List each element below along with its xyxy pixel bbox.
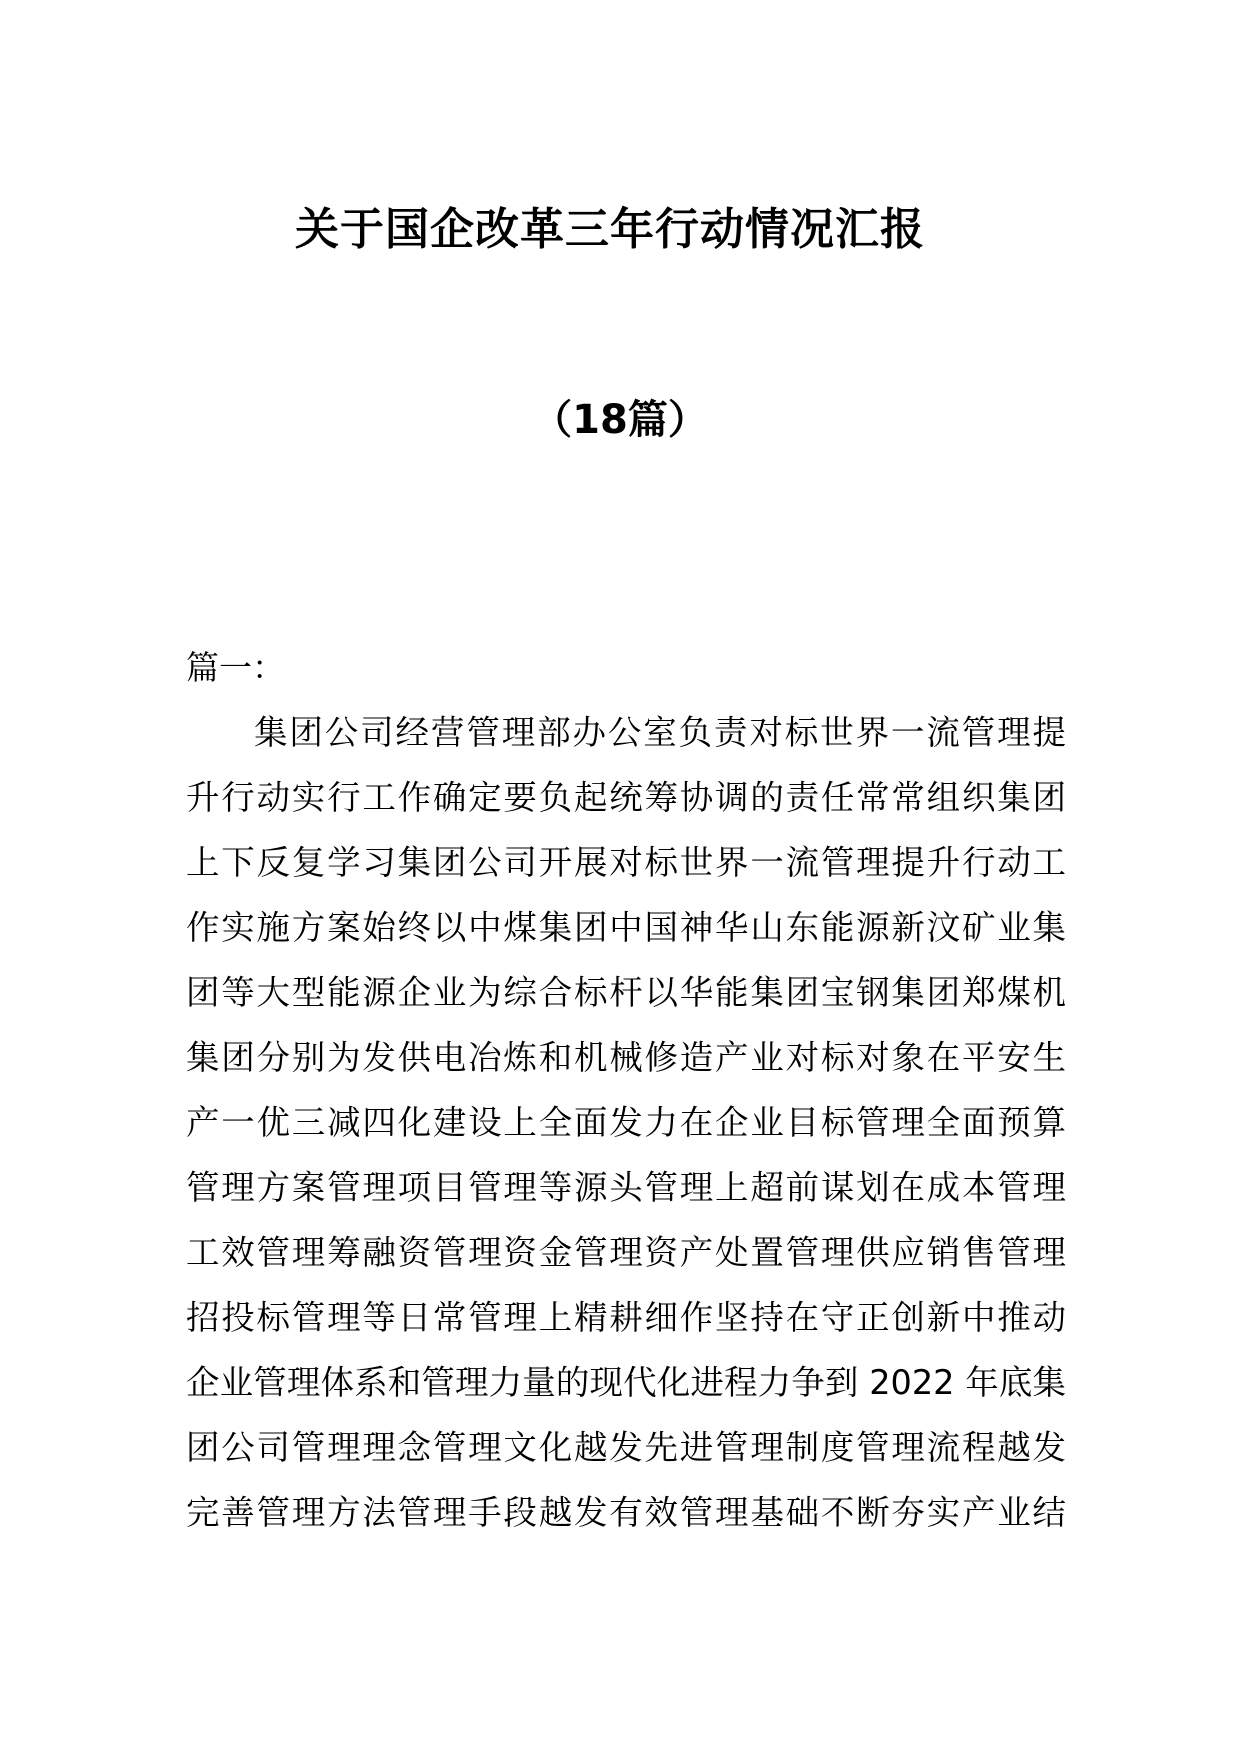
body-line: 工效管理筹融资管理资金管理资产处置管理供应销售管理 [186,1233,1066,1272]
body-line: 集团分别为发供电冶炼和机械修造产业对标对象在平安生 [186,1038,1066,1077]
body-line: 升行动实行工作确定要负起统筹协调的责任常常组织集团 [186,778,1066,817]
body-line: 企业管理体系和管理力量的现代化进程力争到 2022 年底集 [186,1363,1066,1402]
body-line: 招投标管理等日常管理上精耕细作坚持在守正创新中推动 [186,1298,1066,1337]
body-paragraph [186,700,1066,1545]
body-line: 完善管理方法管理手段越发有效管理基础不断夯实产业结 [186,1493,1066,1532]
body-line: 集团公司经营管理部办公室负责对标世界一流管理提 [254,713,1066,752]
document-subtitle: （18篇） [532,397,708,443]
body-line: 作实施方案始终以中煤集团中国神华山东能源新汶矿业集 [186,908,1066,947]
body-line: 上下反复学习集团公司开展对标世界一流管理提升行动工 [186,843,1066,882]
body-line: 团等大型能源企业为综合标杆以华能集团宝钢集团郑煤机 [186,973,1066,1012]
body-line: 团公司管理理念管理文化越发先进管理制度管理流程越发 [186,1428,1066,1467]
document-title: 关于国企改革三年行动情况汇报 [295,204,925,255]
body-line: 产一优三减四化建设上全面发力在企业目标管理全面预算 [186,1103,1066,1142]
section-label: 篇一： [186,648,285,687]
body-line: 管理方案管理项目管理等源头管理上超前谋划在成本管理 [186,1168,1066,1207]
